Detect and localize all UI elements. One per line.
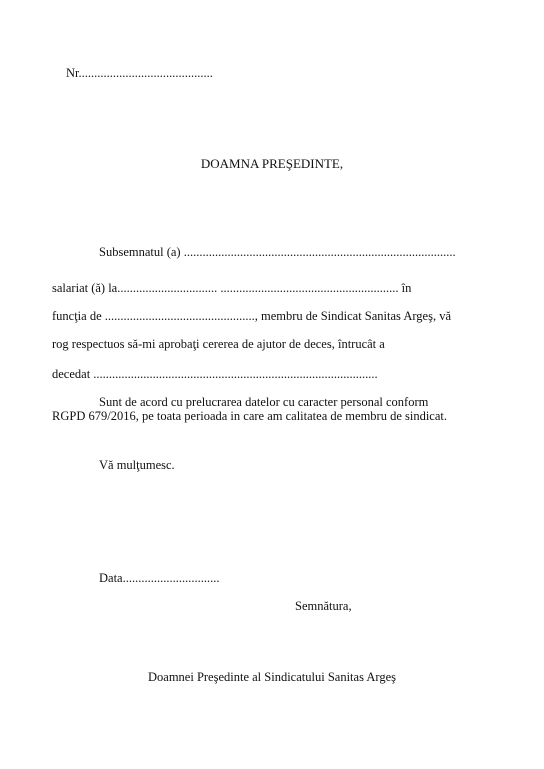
- thanks-text: Vă mulţumesc.: [99, 458, 175, 472]
- request-line-request: rog respectuos să-mi aprobaţi cererea de ajutor de deces, întrucât a: [52, 337, 385, 351]
- request-line-name: Subsemnatul (a) .......................................................................................: [99, 245, 456, 259]
- registration-number-line: Nr...........................................: [66, 66, 213, 80]
- request-line-employer: salariat (ă) la................................ ......................................................... în: [52, 281, 412, 295]
- request-line-deceased: decedat ...........................................................................................: [52, 367, 378, 381]
- request-line-function: funcţia de ................................................, membru de Sindicat Sanitas Argeş, vă: [52, 309, 452, 323]
- document-title: DOAMNA PREŞEDINTE,: [200, 156, 344, 171]
- signature-label: Semnătura,: [295, 599, 352, 613]
- addressee-line: Doamnei Preşedinte al Sindicatului Sanitas Argeş: [148, 670, 396, 684]
- date-line: Data...............................: [99, 571, 220, 585]
- gdpr-consent-line-1: Sunt de acord cu prelucrarea datelor cu caracter personal conform: [99, 395, 429, 409]
- gdpr-consent-line-2: RGPD 679/2016, pe toata perioada in care am calitatea de membru de sindicat.: [52, 409, 448, 423]
